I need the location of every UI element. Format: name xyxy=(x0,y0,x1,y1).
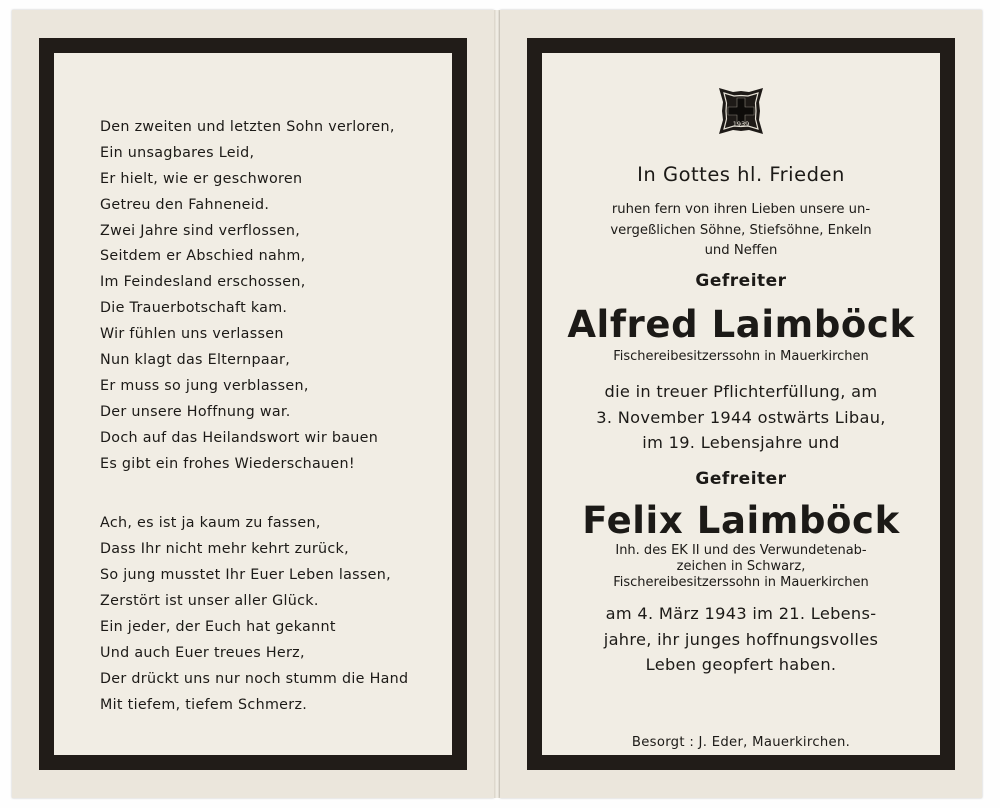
text-line: 3. November 1944 ostwärts Libau, xyxy=(596,407,886,427)
text-line: Leben geopfert haben. xyxy=(645,655,837,674)
poem-line: Und auch Euer treues Herz, xyxy=(100,644,305,661)
poem-stanza-1 xyxy=(100,115,408,477)
poem-line: Der unsere Hoffnung war. xyxy=(100,403,291,420)
poem-line: Der drückt uns nur noch stumm die Hand xyxy=(100,670,409,687)
poem-line: Dass Ihr nicht mehr kehrt zurück, xyxy=(100,541,349,558)
poem-stanza-2 xyxy=(100,511,408,718)
poem-line: Doch auf das Heilandswort wir bauen xyxy=(100,429,379,446)
printer-credit: Besorgt : J. Eder, Mauerkirchen. xyxy=(631,735,851,750)
intro-line: ruhen fern von ihren Lieben unsere un- xyxy=(611,202,871,217)
poem-line: Ein unsagbares Leid, xyxy=(100,144,255,161)
poem-line: Getreu den Fahneneid. xyxy=(100,196,270,213)
text-alfred xyxy=(542,379,940,456)
intro-line: vergeßlichen Söhne, Stiefsöhne, Enkeln xyxy=(610,222,872,238)
right-card-page xyxy=(500,10,982,798)
cross-year: 1939 xyxy=(732,120,750,128)
rank-felix: Gefreiter xyxy=(695,469,787,489)
poem-line: Zerstört ist unser aller Glück. xyxy=(100,593,319,610)
rank-alfred: Gefreiter xyxy=(695,271,787,291)
mourning-border-left xyxy=(39,38,467,770)
description-line: zeichen in Schwarz, xyxy=(676,559,806,574)
description-line: Inh. des EK II und des Verwundetenab- xyxy=(615,543,867,558)
description-alfred xyxy=(542,349,940,365)
death-announcement xyxy=(542,53,940,755)
description-felix xyxy=(542,543,940,591)
poem-line: Zwei Jahre sind verflossen, xyxy=(100,222,301,239)
poem-line: Ach, es ist ja kaum zu fassen, xyxy=(100,515,321,532)
poem-line: Seitdem er Abschied nahm, xyxy=(100,248,306,265)
text-felix xyxy=(542,601,940,678)
poem-line: Nun klagt das Elternpaar, xyxy=(100,352,291,369)
left-card-page xyxy=(12,10,494,798)
poem-line: Den zweiten und letzten Sohn verloren, xyxy=(100,119,395,135)
text-line: die in treuer Pflichterfüllung, am xyxy=(604,382,878,401)
poem-line: Im Feindesland erschossen, xyxy=(100,274,306,291)
intro-text xyxy=(542,200,940,262)
mourning-border-right xyxy=(527,38,955,770)
name-felix: Felix Laimböck xyxy=(582,499,900,542)
poem-line: Es gibt ein frohes Wiederschauen! xyxy=(100,455,355,472)
heading: In Gottes hl. Frieden xyxy=(637,163,845,186)
text-line: im 19. Lebensjahre und xyxy=(642,433,840,452)
poem-line: Ein jeder, der Euch hat gekannt xyxy=(100,619,336,636)
name-alfred: Alfred Laimböck xyxy=(567,303,915,346)
text-line: am 4. März 1943 im 21. Lebens- xyxy=(605,604,877,623)
poem-line: Er hielt, wie er geschworen xyxy=(100,170,303,187)
poem-line: Wir fühlen uns verlassen xyxy=(100,326,284,343)
text-line: jahre, ihr junges hoffnungsvolles xyxy=(603,629,879,649)
poem-line: Mit tiefem, tiefem Schmerz. xyxy=(100,696,308,713)
poem-line: Er muss so jung verblassen, xyxy=(100,377,309,394)
intro-line: und Neffen xyxy=(704,243,778,258)
poem-line: So jung musstet Ihr Euer Leben lassen, xyxy=(100,567,391,584)
description-line: Fischereibesitzerssohn in Mauerkirchen xyxy=(613,575,869,590)
iron-cross-icon xyxy=(711,81,771,141)
description-line: Fischereibesitzerssohn in Mauerkirchen xyxy=(613,349,869,364)
poem-line: Die Trauerbotschaft kam. xyxy=(100,300,288,317)
memorial-poem xyxy=(100,115,408,719)
stanza-gap xyxy=(100,477,408,511)
